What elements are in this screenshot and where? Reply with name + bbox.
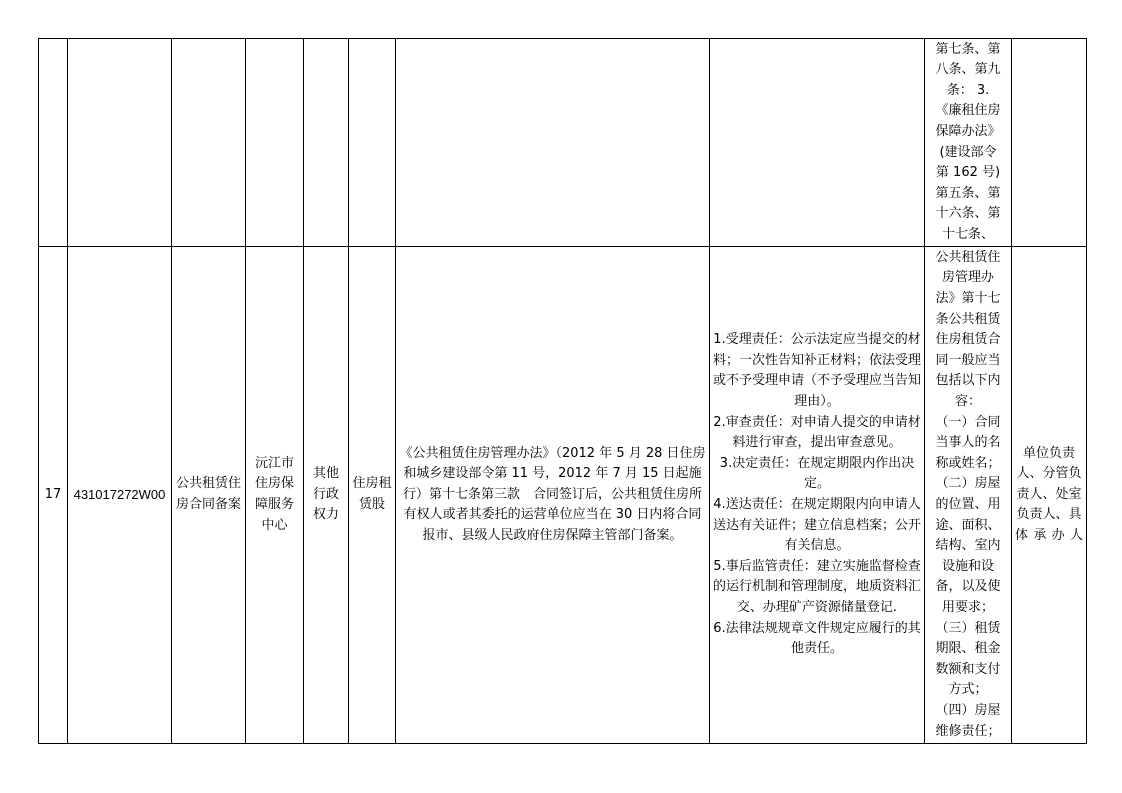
responsibility-item: 6.法律法规规章文件规定应履行的其他责任。 xyxy=(713,620,921,657)
dept-cell xyxy=(349,39,396,247)
table-row xyxy=(39,247,1087,744)
responsible-people-cell xyxy=(1012,39,1087,247)
name-cell xyxy=(172,39,246,247)
legal-basis-cell: 第七条、第 八条、第九 条： 3. 《廉租住房 保障办法》 (建设部令 第 162 号) 第五条、第 十六条、第 十七条、 xyxy=(925,39,1012,247)
responsibility-item: 2.审查责任：对申请人提交的申请材料进行审查，提出审查意见。 xyxy=(713,414,921,451)
code-cell: 431017272W00 xyxy=(68,247,172,744)
responsibility-item: 3.决定责任：在规定期限内作出决定。 xyxy=(719,455,915,492)
type-cell xyxy=(304,39,349,247)
responsibility-item: 1.受理责任：公示法定应当提交的材料；一次性告知补正材料；依法受理或不予受理申请（不予受理应当告知理由）。 xyxy=(713,332,922,410)
responsibility-item: 5.事后监管责任：建立实施监督检查的运行机制和管理制度，地质资料汇交、办理矿产资源储量登记. xyxy=(713,558,922,615)
power-list-table xyxy=(38,38,1087,744)
unit-cell xyxy=(246,39,304,247)
responsible-people-cell: 单位负责人、分管负责人、处室负责人、具体承办人 xyxy=(1012,247,1087,744)
responsibility-cell xyxy=(710,39,925,247)
basis-cell xyxy=(396,39,710,247)
name-cell: 公共租赁住房合同备案 xyxy=(172,247,246,744)
legal-basis-cell: 公共租赁住 房管理办 法》第十七 条公共租赁 住房租赁合 同一般应当 包括以下内 容： （一）合同 当事人的名 称或姓名； （二）房屋 的位置、用 途、面积、 结构、室内 设施和设 备，以及使 用要求； （三）租赁 期限、租金 数额和支付 方式； （四）房屋 维修责任； xyxy=(925,247,1012,744)
seq-cell xyxy=(39,39,68,247)
responsibility-cell xyxy=(710,247,925,744)
unit-cell: 沅江市住房保障服务中心 xyxy=(246,247,304,744)
responsibility-item: 4.送达责任：在规定期限内向申请人送达有关证件；建立信息档案；公开有关信息。 xyxy=(713,497,922,554)
type-cell: 其他行政权力 xyxy=(304,247,349,744)
dept-cell: 住房租赁股 xyxy=(349,247,396,744)
code-cell xyxy=(68,39,172,247)
basis-cell: 《公共租赁住房管理办法》（2012 年 5 月 28 日住房和城乡建设部令第 11 号，2012 年 7 月 15 日起施行）第十七条第三款 合同签订后，公共租赁住房所有权人或者其委托的运营单位应当在 30 日内将合同报市、县级人民政府住房保障主管部门备案。 xyxy=(396,247,710,744)
seq-cell: 17 xyxy=(39,247,68,744)
table-row xyxy=(39,39,1087,247)
